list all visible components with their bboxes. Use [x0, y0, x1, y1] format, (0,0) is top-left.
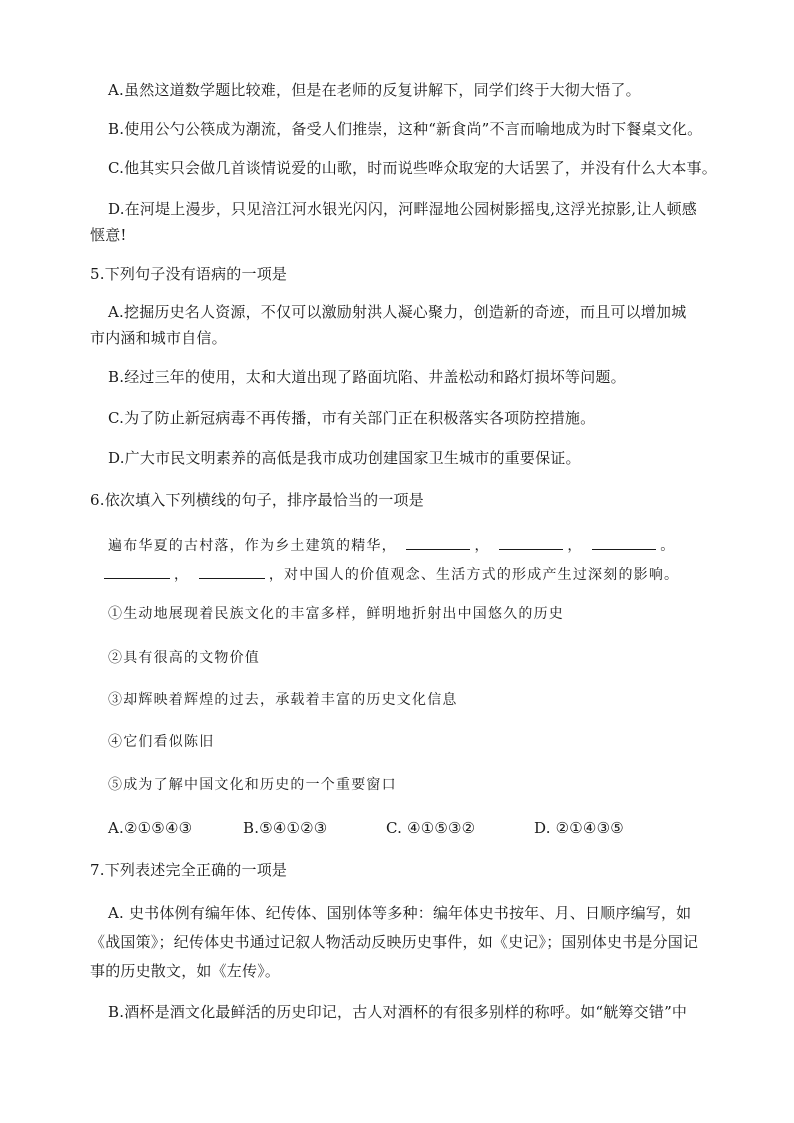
q5-option-d: D.广大市民文明素养的高低是我市成功创建国家卫生城市的重要保证。 [108, 449, 581, 467]
fill-blank-4[interactable] [104, 563, 170, 579]
q4-option-d: D.在河堤上漫步，只见涪江河水银光闪闪，河畔湿地公园树影摇曳,这浮光掠影,让人顿感 [108, 200, 697, 218]
q4-option-a: A.虽然这道数学题比较难，但是在老师的反复讲解下，同学们终于大彻大悟了。 [108, 81, 641, 99]
q6-passage-line2 [90, 563, 679, 585]
q6-item: ③却辉映着辉煌的过去，承载着丰富的历史文化信息 [108, 692, 458, 708]
fill-blank-1[interactable] [406, 534, 470, 550]
q5-option-a-continued: 市内涵和城市自信。 [90, 329, 227, 347]
q6-option-b: B.⑤④①②③ [243, 819, 328, 837]
q5-option-c: C.为了防止新冠病毒不再传播，市有关部门正在积极落实各项防控措施。 [108, 409, 596, 427]
q7-option-a: A. 史书体例有编年体、纪传体、国别体等多种：编年体史书按年、月、日顺序编写，如 [108, 904, 692, 922]
q5-title: 5.下列句子没有语病的一项是 [90, 265, 288, 283]
fill-blank-3[interactable] [592, 534, 656, 550]
q6-item: ①生动地展现着民族文化的丰富多样，鲜明地折射出中国悠久的历史 [108, 606, 564, 622]
q4-option-c: C.他其实只会做几首谈情说爱的山歌，时而说些哗众取宠的大话罢了，并没有什么大本事。 [108, 159, 717, 177]
fill-blank-5[interactable] [199, 563, 265, 579]
q6-option-a: A.②①⑤④③ [108, 819, 193, 837]
q4-option-b: B.使用公勺公筷成为潮流，备受人们推崇，这种“新食尚”不言而喻地成为时下餐桌文化。 [108, 120, 703, 138]
q7-option-b: B.酒杯是酒文化最鲜活的历史印记，古人对酒杯的有很多别样的称呼。如“觥筹交错”中 [108, 1003, 688, 1021]
q7-option-a-continued: 《战国策》；纪传体史书通过记叙人物活动反映历史事件，如《史记》；国别体史书是分国记 [90, 933, 699, 951]
q6-item: ②具有很高的文物价值 [108, 650, 260, 666]
q5-option-b: B.经过三年的使用，太和大道出现了路面坑陷、井盖松动和路灯损坏等问题。 [108, 368, 626, 386]
q5-option-a: A.挖掘历史名人资源，不仅可以激励射洪人凝心聚力，创造新的奇迹，而且可以增加城 [108, 303, 687, 321]
fill-blank-2[interactable] [499, 534, 563, 550]
q4-option-d-continued: 惬意! [90, 226, 127, 244]
q6-passage-start: 遍布华夏的古村落，作为乡土建筑的精华， [108, 538, 397, 554]
q7-title: 7.下列表述完全正确的一项是 [90, 861, 288, 879]
q6-item: ⑤成为了解中国文化和历史的一个重要窗口 [108, 777, 397, 793]
separator: ， [174, 567, 190, 583]
q6-title: 6.依次填入下列横线的句子，排序最恰当的一项是 [90, 491, 424, 509]
q6-passage-line1 [108, 534, 675, 556]
q6-item: ④它们看似陈旧 [108, 734, 215, 750]
q7-option-a-continued: 事的历史散文，如《左传》。 [90, 962, 281, 980]
q6-option-c: C. ④①⑤③② [386, 819, 476, 837]
separator: ， [474, 538, 490, 554]
q6-passage-end: ，对中国人的价值观念、生活方式的形成产生过深刻的影响。 [268, 567, 680, 583]
period: 。 [660, 538, 676, 554]
separator: ， [567, 538, 583, 554]
q6-option-d: D. ②①④③⑤ [534, 819, 624, 837]
